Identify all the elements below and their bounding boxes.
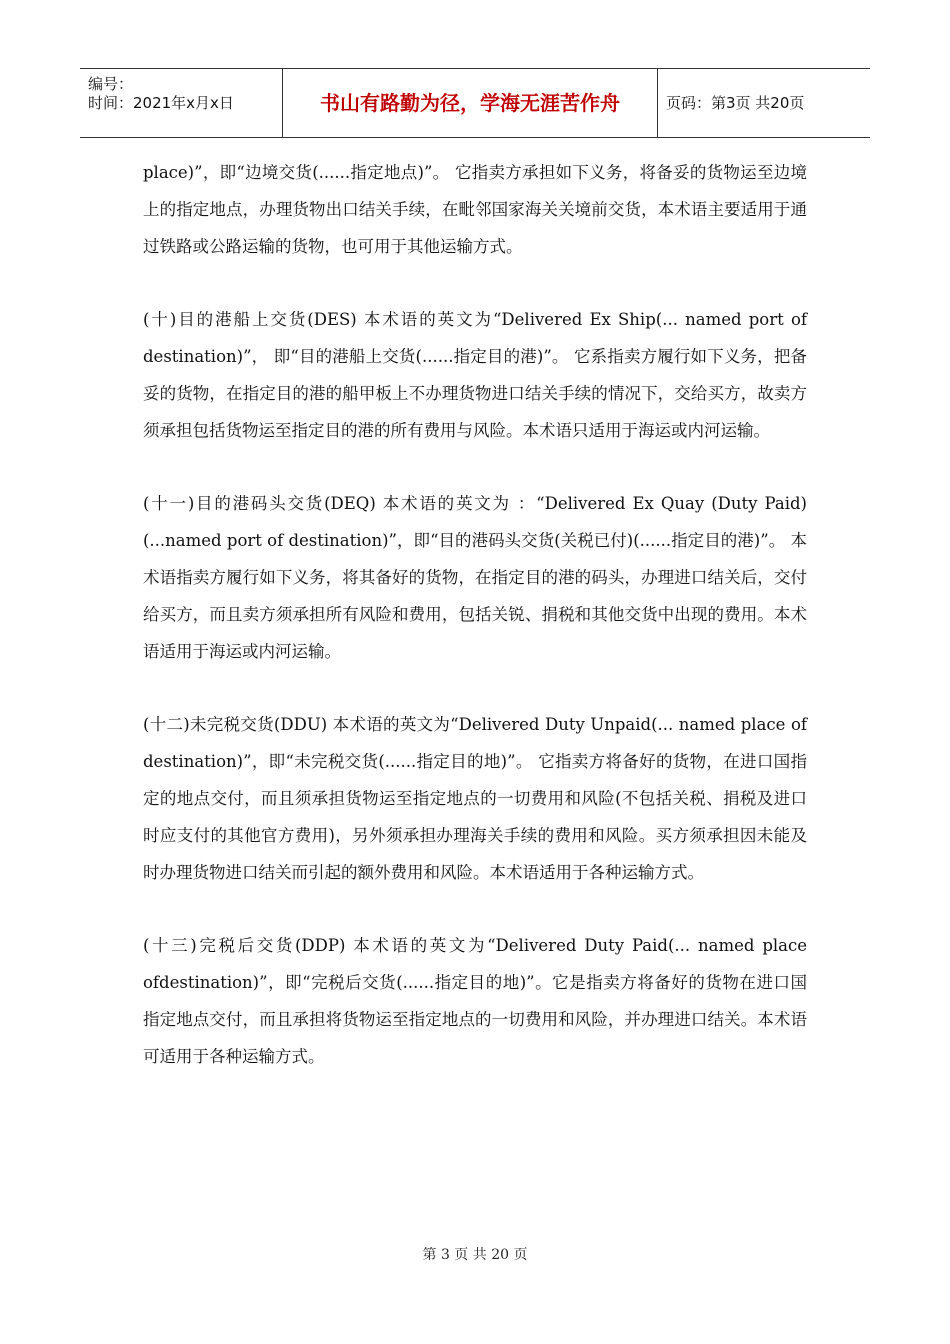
paragraph-border-delivery: place)”，即“边境交货(......指定地点)”。 它指卖方承担如下义务，将备妥的货物运至边境上的指定地点，办理货物出口结关手续，在毗邻国家海关关境前交货，本术语主要适用于通过铁路或公路运输的货物，也可用于其他运输方式。 — [143, 163, 807, 256]
paragraph-ddp: (十三)完税后交货(DDP) 本术语的英文为“Delivered Duty Paid(... named place ofdestination)”，即“完税后交货(......指定目的地)”。它是指卖方将备好的货物在进口国指定地点交付，而且承担将货物运至指定地点的一切费用和风险，并办理进口结关。本术语可适用于各种运输方式。 — [143, 936, 807, 1066]
page-footer: 第 3 页 共 20 页 — [422, 1247, 528, 1263]
header-meta — [80, 69, 282, 137]
header-page-number: 页码：第3页 共20页 — [666, 94, 805, 112]
paragraph-ddu: (十二)未完税交货(DDU) 本术语的英文为“Delivered Duty Unpaid(... named place of destination)”，即“未完税交货(......指定目的地)”。 它指卖方将备好的货物，在进口国指定的地点交付，而且须承担货物运至指定地点的一切费用和风险(不包括关税、捐税及进口时应支付的其他官方费用)，另外须承担办理海关手续的费用和风险。买方须承担因未能及时办理货物进口结关而引起的额外费用和风险。本术语适用于各种运输方式。 — [143, 715, 807, 882]
document-number-label: 编号： — [88, 75, 134, 93]
document-date-label: 时间：2021年x月x日 — [88, 94, 234, 112]
document-body — [143, 154, 807, 1075]
paragraph-des: (十)目的港船上交货(DES) 本术语的英文为“Delivered Ex Ship(... named port of destination)”， 即“目的港船上交货(......指定目的港)”。 它系指卖方履行如下义务，把备妥的货物，在指定目的港的船甲板上不办理货物进口结关手续的情况下，交给买方，故卖方须承担包括货物运至指定目的港的所有费用与风险。本术语只适用于海运或内河运输。 — [143, 310, 807, 440]
header-motto: 书山有路勤为径，学海无涯苦作舟 — [282, 69, 658, 137]
paragraph-deq: (十一)目的港码头交货(DEQ) 本术语的英文为 ：“Delivered Ex Quay (Duty Paid)(...named port of destination)”，即“目的港码头交货(关税已付)(......指定目的港)”。 本术语指卖方履行如下义务，将其备好的货物，在指定目的港的码头，办理进口结关后，交付给买方，而且卖方须承担所有风险和费用，包括关锐、捐税和其他交货中出现的费用。本术语适用于海运或内河运输。 — [143, 494, 807, 661]
page-header — [80, 68, 870, 138]
